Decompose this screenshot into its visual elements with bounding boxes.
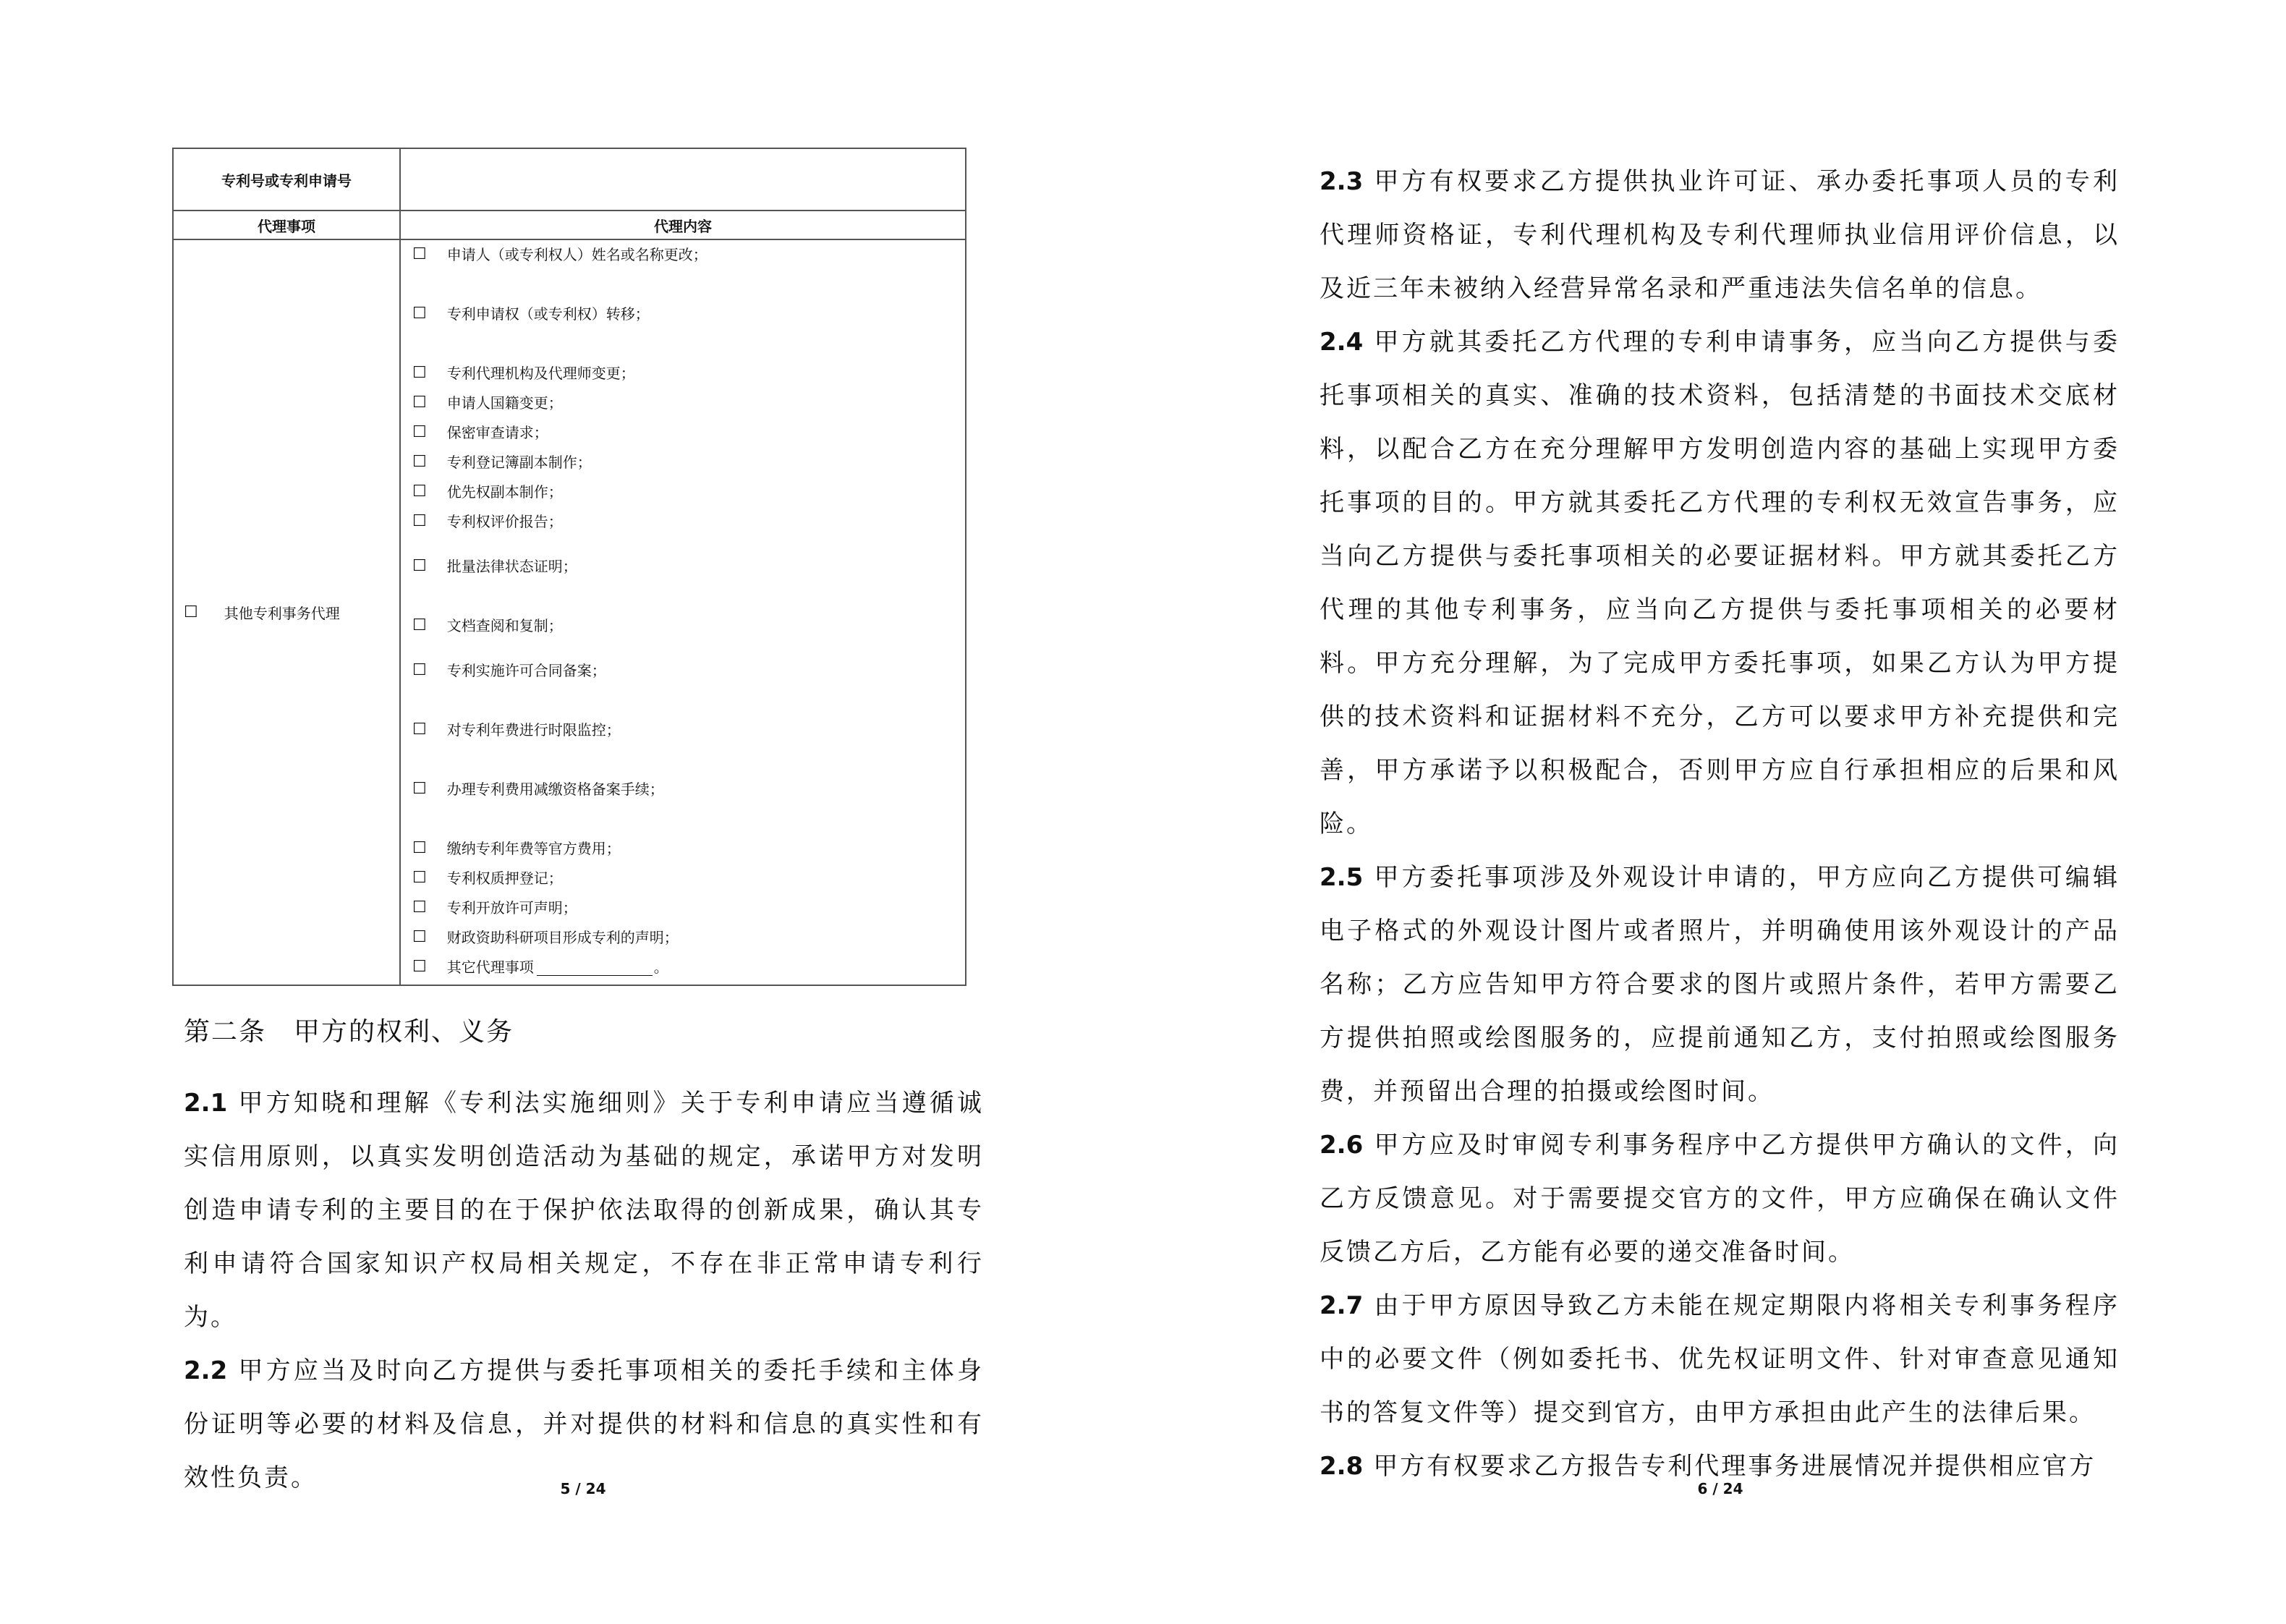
checkbox[interactable]: ☐ bbox=[412, 394, 427, 412]
clause-text: 由于甲方原因导致乙方未能在规定期限内将相关专利事务程序中的必要文件（例如委托书、优先权证明文件、针对审查意见通知书的答复文件等）提交到官方，由甲方承担由此产生的法律后果。 bbox=[1320, 1291, 2120, 1427]
checkbox[interactable]: ☐ bbox=[412, 839, 427, 857]
clause-text: 甲方应当及时向乙方提供与委托事项相关的委托手续和主体身份证明等必要的材料及信息，并对提供的材料和信息的真实性和有效性负责。 bbox=[184, 1356, 984, 1492]
item-label: 专利权质押登记； bbox=[446, 870, 563, 887]
checkbox[interactable]: ☐ bbox=[412, 453, 427, 471]
list-item bbox=[412, 958, 965, 983]
item-label: 专利实施许可合同备案； bbox=[446, 662, 606, 679]
list-item bbox=[412, 617, 965, 662]
clause-text: 甲方有权要求乙方提供执业许可证、承办委托事项人员的专利代理师资格证，专利代理机构及专利代理师执业信用评价信息，以及近三年未被纳入经营异常名录和严重违法失信名单的信息。 bbox=[1320, 167, 2120, 303]
list-item bbox=[412, 781, 965, 840]
clause-text: 甲方应及时审阅专利事务程序中乙方提供甲方确认的文件，向乙方反馈意见。对于需要提交官方的文件，甲方应确保在确认文件反馈乙方后，乙方能有必要的递交准备时间。 bbox=[1320, 1131, 2120, 1267]
agency-content-cell bbox=[400, 239, 966, 985]
checkbox[interactable]: ☐ bbox=[412, 364, 427, 382]
clause-paragraph bbox=[184, 1076, 984, 1344]
clause-number: 2.4 bbox=[1320, 328, 1364, 357]
item-label: 文档查阅和复制； bbox=[446, 617, 563, 634]
item-label: 财政资助科研项目形成专利的声明； bbox=[446, 929, 679, 946]
other-patent-affairs-option bbox=[174, 602, 399, 623]
agency-items-table bbox=[172, 148, 966, 986]
clause-number: 2.6 bbox=[1320, 1131, 1364, 1160]
col-header-agency-content: 代理内容 bbox=[400, 211, 966, 239]
item-label: 缴纳专利年费等官方费用； bbox=[446, 840, 621, 857]
list-item bbox=[412, 483, 965, 513]
checkbox[interactable]: ☐ bbox=[412, 958, 427, 976]
clause-number: 2.7 bbox=[1320, 1291, 1364, 1320]
list-item bbox=[412, 454, 965, 483]
item-label: 保密审查请求； bbox=[446, 424, 548, 441]
right-body-text bbox=[1320, 155, 2120, 1493]
clause-number: 2.2 bbox=[184, 1356, 228, 1385]
clause-text: 甲方就其委托乙方代理的专利申请事务，应当向乙方提供与委托事项相关的真实、准确的技术资料，包括清楚的书面技术交底材料，以配合乙方在充分理解甲方发明创造内容的基础上实现甲方委托事项的目的。甲方就其委托乙方代理的专利权无效宣告事务，应当向乙方提供与委托事项相关的必要证据材料。甲方就其委托乙方代理的其他专利事务，应当向乙方提供与委托事项相关的必要材料。甲方充分理解，为了完成甲方委托事项，如果乙方认为甲方提供的技术资料和证据材料不充分，乙方可以要求甲方补充提供和完善，甲方承诺予以积极配合，否则甲方应自行承担相应的后果和风险。 bbox=[1320, 328, 2120, 838]
item-label: 批量法律状态证明； bbox=[446, 558, 577, 575]
list-item bbox=[412, 240, 965, 305]
patent-number-label: 专利号或专利申请号 bbox=[173, 148, 400, 211]
clause-number: 2.3 bbox=[1320, 167, 1364, 196]
checkbox[interactable]: ☐ bbox=[412, 423, 427, 441]
checkbox[interactable]: ☐ bbox=[412, 482, 427, 501]
item-label: 其它代理事项 。 bbox=[446, 958, 668, 976]
checkbox[interactable]: ☐ bbox=[412, 616, 427, 634]
list-item bbox=[412, 721, 965, 781]
clause-text: 甲方委托事项涉及外观设计申请的，甲方应向乙方提供可编辑电子格式的外观设计图片或者照片，并明确使用该外观设计的产品名称；乙方应告知甲方符合要求的图片或照片条件，若甲方需要乙方提供拍照或绘图服务的，应提前通知乙方，支付拍照或绘图服务费，并预留出合理的拍摄或绘图时间。 bbox=[1320, 863, 2120, 1106]
agency-content-list bbox=[401, 240, 965, 983]
patent-number-value bbox=[400, 148, 966, 211]
item-label: 优先权副本制作； bbox=[446, 483, 563, 501]
checkbox[interactable]: ☐ bbox=[412, 720, 427, 739]
item-label: 专利代理机构及代理师变更； bbox=[446, 365, 635, 382]
clause-paragraph bbox=[1320, 851, 2120, 1118]
page-number: 6 / 24 bbox=[1697, 1480, 1743, 1497]
option-label: 其他专利事务代理 bbox=[224, 605, 340, 622]
list-item bbox=[412, 558, 965, 617]
item-label: 对专利年费进行时限监控； bbox=[446, 721, 621, 739]
list-item bbox=[412, 394, 965, 424]
checkbox[interactable]: ☐ bbox=[412, 780, 427, 798]
item-label: 申请人（或专利权人）姓名或名称更改； bbox=[446, 246, 708, 263]
col-header-agency-item: 代理事项 bbox=[173, 211, 400, 239]
checkbox[interactable]: ☐ bbox=[412, 661, 427, 679]
clause-number: 2.1 bbox=[184, 1089, 228, 1118]
list-item bbox=[412, 424, 965, 454]
checkbox[interactable]: ☐ bbox=[412, 869, 427, 887]
clause-number: 2.8 bbox=[1320, 1452, 1364, 1481]
section-heading: 第二条 甲方的权利、义务 bbox=[184, 1017, 514, 1047]
checkbox[interactable]: ☐ bbox=[412, 898, 427, 917]
page-6 bbox=[1143, 0, 2286, 1624]
item-label: 专利登记簿副本制作； bbox=[446, 454, 592, 471]
checkbox[interactable]: ☐ bbox=[412, 928, 427, 946]
checkbox[interactable]: ☐ bbox=[412, 305, 427, 323]
clause-number: 2.5 bbox=[1320, 863, 1364, 892]
clause-paragraph bbox=[1320, 155, 2120, 315]
clause-text: 甲方有权要求乙方报告专利代理事务进展情况并提供相应官方 bbox=[1373, 1452, 2096, 1481]
list-item bbox=[412, 840, 965, 870]
list-item bbox=[412, 305, 965, 365]
list-item bbox=[412, 929, 965, 958]
checkbox[interactable]: ☐ bbox=[412, 512, 427, 530]
list-item bbox=[412, 899, 965, 929]
checkbox[interactable]: ☐ bbox=[184, 603, 198, 621]
item-label: 办理专利费用减缴资格备案手续； bbox=[446, 781, 664, 798]
item-label: 专利开放许可声明； bbox=[446, 899, 577, 917]
clause-paragraph bbox=[1320, 1118, 2120, 1279]
item-label: 专利权评价报告； bbox=[446, 513, 563, 530]
checkbox[interactable]: ☐ bbox=[412, 245, 427, 263]
clause-paragraph bbox=[1320, 1279, 2120, 1440]
page-number: 5 / 24 bbox=[560, 1480, 606, 1497]
fill-in-blank[interactable] bbox=[537, 962, 653, 976]
left-body-text bbox=[184, 1076, 984, 1505]
list-item bbox=[412, 365, 965, 394]
list-item bbox=[412, 662, 965, 721]
clause-text: 甲方知晓和理解《专利法实施细则》关于专利申请应当遵循诚实信用原则，以真实发明创造活动为基础的规定，承诺甲方对发明创造申请专利的主要目的在于保护依法取得的创新成果，确认其专利申请符合国家知识产权局相关规定，不存在非正常申请专利行为。 bbox=[184, 1089, 984, 1332]
agency-item-cell bbox=[173, 239, 400, 985]
checkbox[interactable]: ☐ bbox=[412, 557, 427, 575]
item-label: 申请人国籍变更； bbox=[446, 394, 563, 412]
clause-paragraph bbox=[1320, 315, 2120, 851]
list-item bbox=[412, 513, 965, 558]
item-label: 专利申请权（或专利权）转移； bbox=[446, 305, 650, 323]
list-item bbox=[412, 870, 965, 899]
